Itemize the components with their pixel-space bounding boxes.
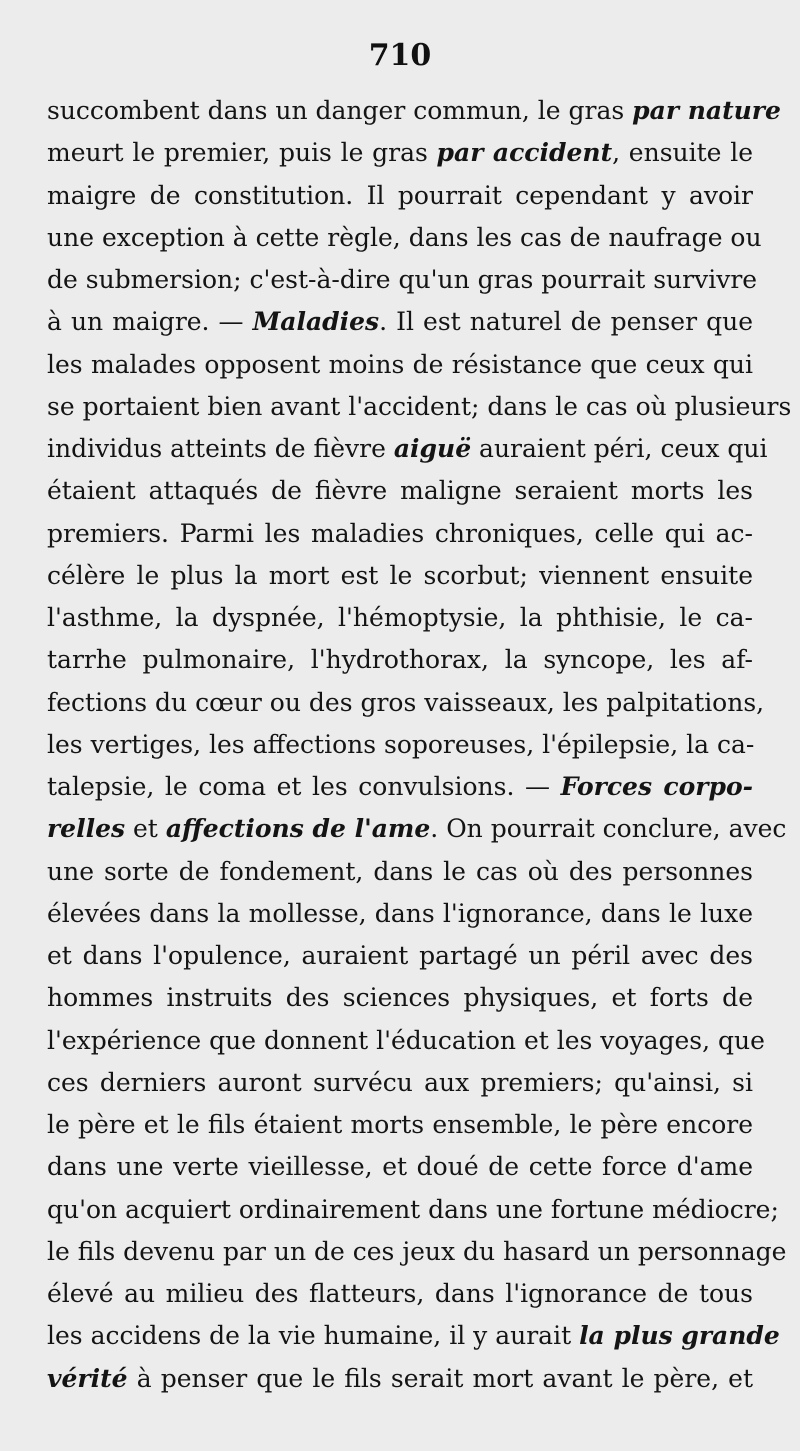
italic-text: affections de l'ame [165,814,431,844]
text-segment: élevé au milieu des flatteurs, dans l'ignorance de tous [47,1279,753,1308]
text-line [47,851,753,893]
italic-text: relles [47,814,126,844]
text-segment: tarrhe pulmonaire, l'hydrothorax, la syncope, les af- [47,645,753,675]
text-line [47,1189,779,1231]
text-line [47,1358,753,1400]
italic-text: aiguë [393,434,472,463]
text-line [47,893,753,935]
text-line [47,1273,753,1315]
text-line [47,724,753,766]
text-line [47,513,753,555]
text-segment: le fils devenu par un de ces jeux du hasard un personnage [47,1236,787,1266]
text-segment: ces derniers auront survécu aux premiers; qu'ainsi, si [47,1067,753,1097]
text-segment: succombent dans un danger commun, le gras [47,96,633,125]
text-segment: hommes instruits des sciences physiques, et forts de [47,983,753,1013]
text-segment: à penser que le fils serait mort avant le père, et [127,1363,753,1393]
text-segment: fections du cœur ou des gros vaisseaux, les palpitations, [47,687,765,717]
text-segment: les accidens de la vie humaine, il y aurait [47,1321,580,1351]
italic-text: par nature [632,96,781,125]
text-line [47,1020,765,1062]
italic-text: Maladies [252,307,380,337]
text-segment: l'expérience que donnent l'éducation et les voyages, que [47,1025,765,1055]
text-segment: premiers. Parmi les maladies chroniques, celle qui ac- [47,518,753,548]
text-line [47,1062,753,1104]
text-segment: le père et le fils étaient morts ensemble, le père encore [47,1110,753,1139]
text-line [47,470,753,512]
text-line [47,428,768,470]
text-line [47,301,753,343]
text-segment: auraient péri, ceux qui [471,434,768,463]
text-line [47,555,753,597]
text-line [47,386,792,428]
text-segment: maigre de constitution. Il pourrait cependant y avoir [47,180,753,210]
text-segment: célère le plus la mort est le scorbut; viennent ensuite [47,560,753,590]
italic-text: vérité [47,1363,128,1393]
page-number: 710 [368,38,432,73]
text-line [47,1146,753,1188]
italic-text: par accident [436,138,613,168]
text-segment: qu'on acquiert ordinairement dans une fortune médiocre; [47,1194,779,1224]
text-segment: les malades opposent moins de résistance que ceux qui [47,349,753,379]
text-line [47,977,753,1019]
text-line [47,1315,780,1357]
text-segment: se portaient bien avant l'accident; dans le cas où plusieurs [47,391,792,421]
text-segment: une exception à cette règle, dans les cas de naufrage ou [47,222,762,252]
text-line [47,1231,787,1273]
text-segment: à un maigre. — [47,307,253,337]
text-line [47,682,765,724]
text-line [47,808,787,850]
text-segment: , ensuite le [612,138,753,168]
text-segment: une sorte de fondement, dans le cas où des personnes [47,856,753,886]
text-segment: meurt le premier, puis le gras [47,138,437,168]
text-line [47,1104,753,1146]
text-segment: . Il est naturel de penser que [379,307,753,337]
text-line [47,217,762,259]
text-line [47,259,758,301]
text-line [47,344,753,386]
text-line [47,90,781,132]
text-segment: dans une verte vieillesse, et doué de cette force d'ame [47,1152,753,1182]
italic-text: Forces corpo- [560,772,754,801]
text-segment: talepsie, le coma et les convulsions. — [47,772,561,801]
text-line [47,935,753,977]
text-segment: de submersion; c'est-à-dire qu'un gras pourrait survivre [47,265,758,294]
text-segment: et dans l'opulence, auraient partagé un péril avec des [47,941,753,970]
italic-text: la plus grande [579,1321,780,1351]
body-text [47,90,792,1400]
text-line [47,766,753,808]
text-segment: . On pourrait conclure, avec [430,814,787,844]
text-segment: individus atteints de fièvre [47,434,394,463]
text-line [47,132,753,174]
text-segment: l'asthme, la dyspnée, l'hémoptysie, la phthisie, le ca- [47,603,753,632]
text-segment: et [125,814,166,844]
text-line [47,597,753,639]
text-line [47,639,753,681]
text-segment: élevées dans la mollesse, dans l'ignorance, dans le luxe [47,898,753,928]
text-segment: les vertiges, les affections soporeuses, l'épilepsie, la ca- [47,729,755,759]
text-line [47,175,753,217]
text-segment: étaient attaqués de fièvre maligne seraient morts les [47,476,753,506]
